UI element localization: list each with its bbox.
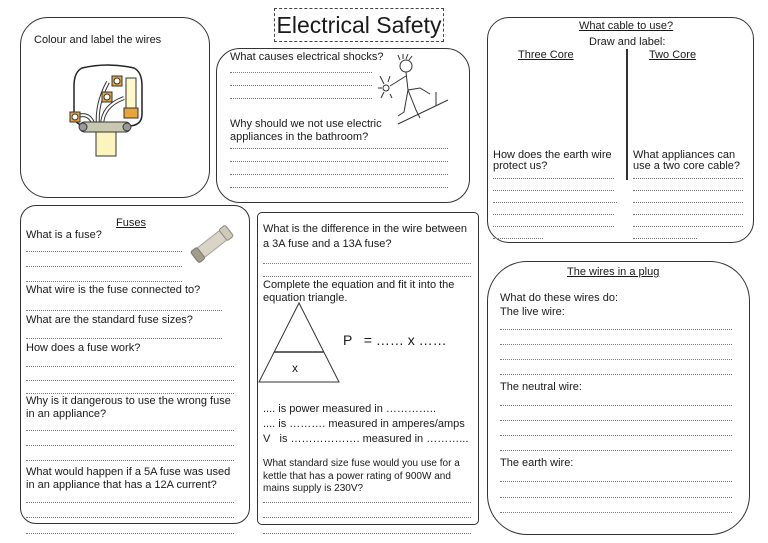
bathroom-question-line1: Why should we not use electric xyxy=(230,118,382,130)
answer-line[interactable] xyxy=(26,266,182,267)
voltage-units-line: V is ………………. measured in ………... xyxy=(263,433,469,445)
equation-question-line2: equation triangle. xyxy=(263,292,348,304)
answer-line[interactable] xyxy=(230,98,372,99)
answer-line[interactable] xyxy=(500,435,732,436)
answer-line[interactable] xyxy=(26,310,222,311)
kettle-question-line2: kettle that has a power rating of 900W and xyxy=(263,471,451,482)
answer-line[interactable] xyxy=(500,359,732,360)
power-units-line: .... is power measured in ………….. xyxy=(263,403,436,415)
fuse-question-5-line2: in an appliance? xyxy=(26,408,107,420)
answer-line[interactable] xyxy=(230,161,448,162)
answer-line[interactable] xyxy=(500,497,732,498)
answer-line[interactable] xyxy=(500,329,732,330)
answer-line[interactable] xyxy=(26,533,234,534)
answer-line[interactable] xyxy=(26,366,234,367)
cable-subheading: Draw and label: xyxy=(589,36,666,48)
live-wire-label: The live wire: xyxy=(500,306,565,318)
answer-line[interactable] xyxy=(230,187,448,188)
answer-line[interactable] xyxy=(263,276,471,277)
answer-line[interactable] xyxy=(493,202,617,203)
answer-line[interactable] xyxy=(500,512,732,513)
answer-line[interactable] xyxy=(230,72,372,73)
wires-intro: What do these wires do: xyxy=(500,292,619,304)
answer-line[interactable] xyxy=(493,214,614,215)
answer-line[interactable] xyxy=(500,450,732,451)
answer-line[interactable] xyxy=(633,190,743,191)
equation-triangle-icon[interactable] xyxy=(257,302,341,384)
difference-question-line1: What is the difference in the wire between xyxy=(263,223,468,235)
answer-line[interactable] xyxy=(26,251,182,252)
two-core-question-line2: use a two core cable? xyxy=(633,160,741,172)
answer-line[interactable] xyxy=(26,445,234,446)
answer-line[interactable] xyxy=(263,533,471,534)
answer-line[interactable] xyxy=(493,226,614,227)
answer-line[interactable] xyxy=(493,178,614,179)
answer-line[interactable] xyxy=(230,148,448,149)
shocks-question: What causes electrical shocks? xyxy=(230,51,384,63)
page-title: Electrical Safety xyxy=(274,8,444,42)
neutral-wire-label: The neutral wire: xyxy=(500,381,582,393)
kettle-question-line1: What standard size fuse would you use for a xyxy=(263,458,460,469)
fuse-question-5-line1: Why is it dangerous to use the wrong fuse xyxy=(26,395,231,407)
answer-line[interactable] xyxy=(633,238,697,239)
two-core-question-line1: What appliances can xyxy=(633,149,736,161)
plug-instruction: Colour and label the wires xyxy=(34,34,162,46)
column-divider xyxy=(626,49,628,180)
answer-line[interactable] xyxy=(263,263,471,264)
answer-line[interactable] xyxy=(500,405,732,406)
answer-line[interactable] xyxy=(500,374,732,375)
answer-line[interactable] xyxy=(26,430,234,431)
three-core-heading: Three Core xyxy=(518,49,574,61)
plug-diagram-icon xyxy=(68,64,148,156)
answer-line[interactable] xyxy=(26,380,234,381)
answer-line[interactable] xyxy=(493,238,543,239)
bathroom-question-line2: appliances in the bathroom? xyxy=(230,131,369,143)
fuses-heading: Fuses xyxy=(116,217,146,229)
fuse-question-6-line2: in an appliance that has a 12A current? xyxy=(26,479,217,491)
answer-line[interactable] xyxy=(633,226,743,227)
fuse-icon xyxy=(186,218,238,270)
earth-question-line2: protect us? xyxy=(493,160,548,172)
answer-line[interactable] xyxy=(493,190,614,191)
power-equation: P = …… x …… xyxy=(343,332,447,348)
fuse-question-6-line1: What would happen if a 5A fuse was used xyxy=(26,466,231,478)
triangle-bottom-label: x xyxy=(292,361,298,375)
fuse-question-4: How does a fuse work? xyxy=(26,342,141,354)
fuse-question-2: What wire is the fuse connected to? xyxy=(26,284,201,296)
answer-line[interactable] xyxy=(633,214,743,215)
answer-line[interactable] xyxy=(500,344,732,345)
answer-line[interactable] xyxy=(263,502,471,503)
answer-line[interactable] xyxy=(500,481,732,482)
fuse-question-1: What is a fuse? xyxy=(26,229,102,241)
wires-heading: The wires in a plug xyxy=(567,266,660,278)
answer-line[interactable] xyxy=(500,420,732,421)
answer-line[interactable] xyxy=(26,517,234,518)
earth-question-line1: How does the earth wire xyxy=(493,149,612,161)
answer-line[interactable] xyxy=(26,281,182,282)
difference-question-line2: a 3A fuse and a 13A fuse? xyxy=(263,238,392,250)
shock-cartoon-icon xyxy=(378,54,448,126)
two-core-heading: Two Core xyxy=(649,49,697,61)
answer-line[interactable] xyxy=(26,393,234,394)
earth-wire-label: The earth wire: xyxy=(500,457,574,469)
cable-heading: What cable to use? xyxy=(579,20,674,32)
kettle-question-line3: mains supply is 230V? xyxy=(263,483,364,494)
answer-line[interactable] xyxy=(230,174,448,175)
answer-line[interactable] xyxy=(263,517,471,518)
answer-line[interactable] xyxy=(230,85,372,86)
fuse-question-3: What are the standard fuse sizes? xyxy=(26,314,193,326)
answer-line[interactable] xyxy=(633,178,743,179)
answer-line[interactable] xyxy=(633,202,743,203)
current-units-line: .... is ………. measured in amperes/amps xyxy=(263,418,465,430)
answer-line[interactable] xyxy=(26,460,234,461)
answer-line[interactable] xyxy=(26,502,234,503)
equation-question-line1: Complete the equation and fit it into the xyxy=(263,279,455,291)
answer-line[interactable] xyxy=(26,338,222,339)
